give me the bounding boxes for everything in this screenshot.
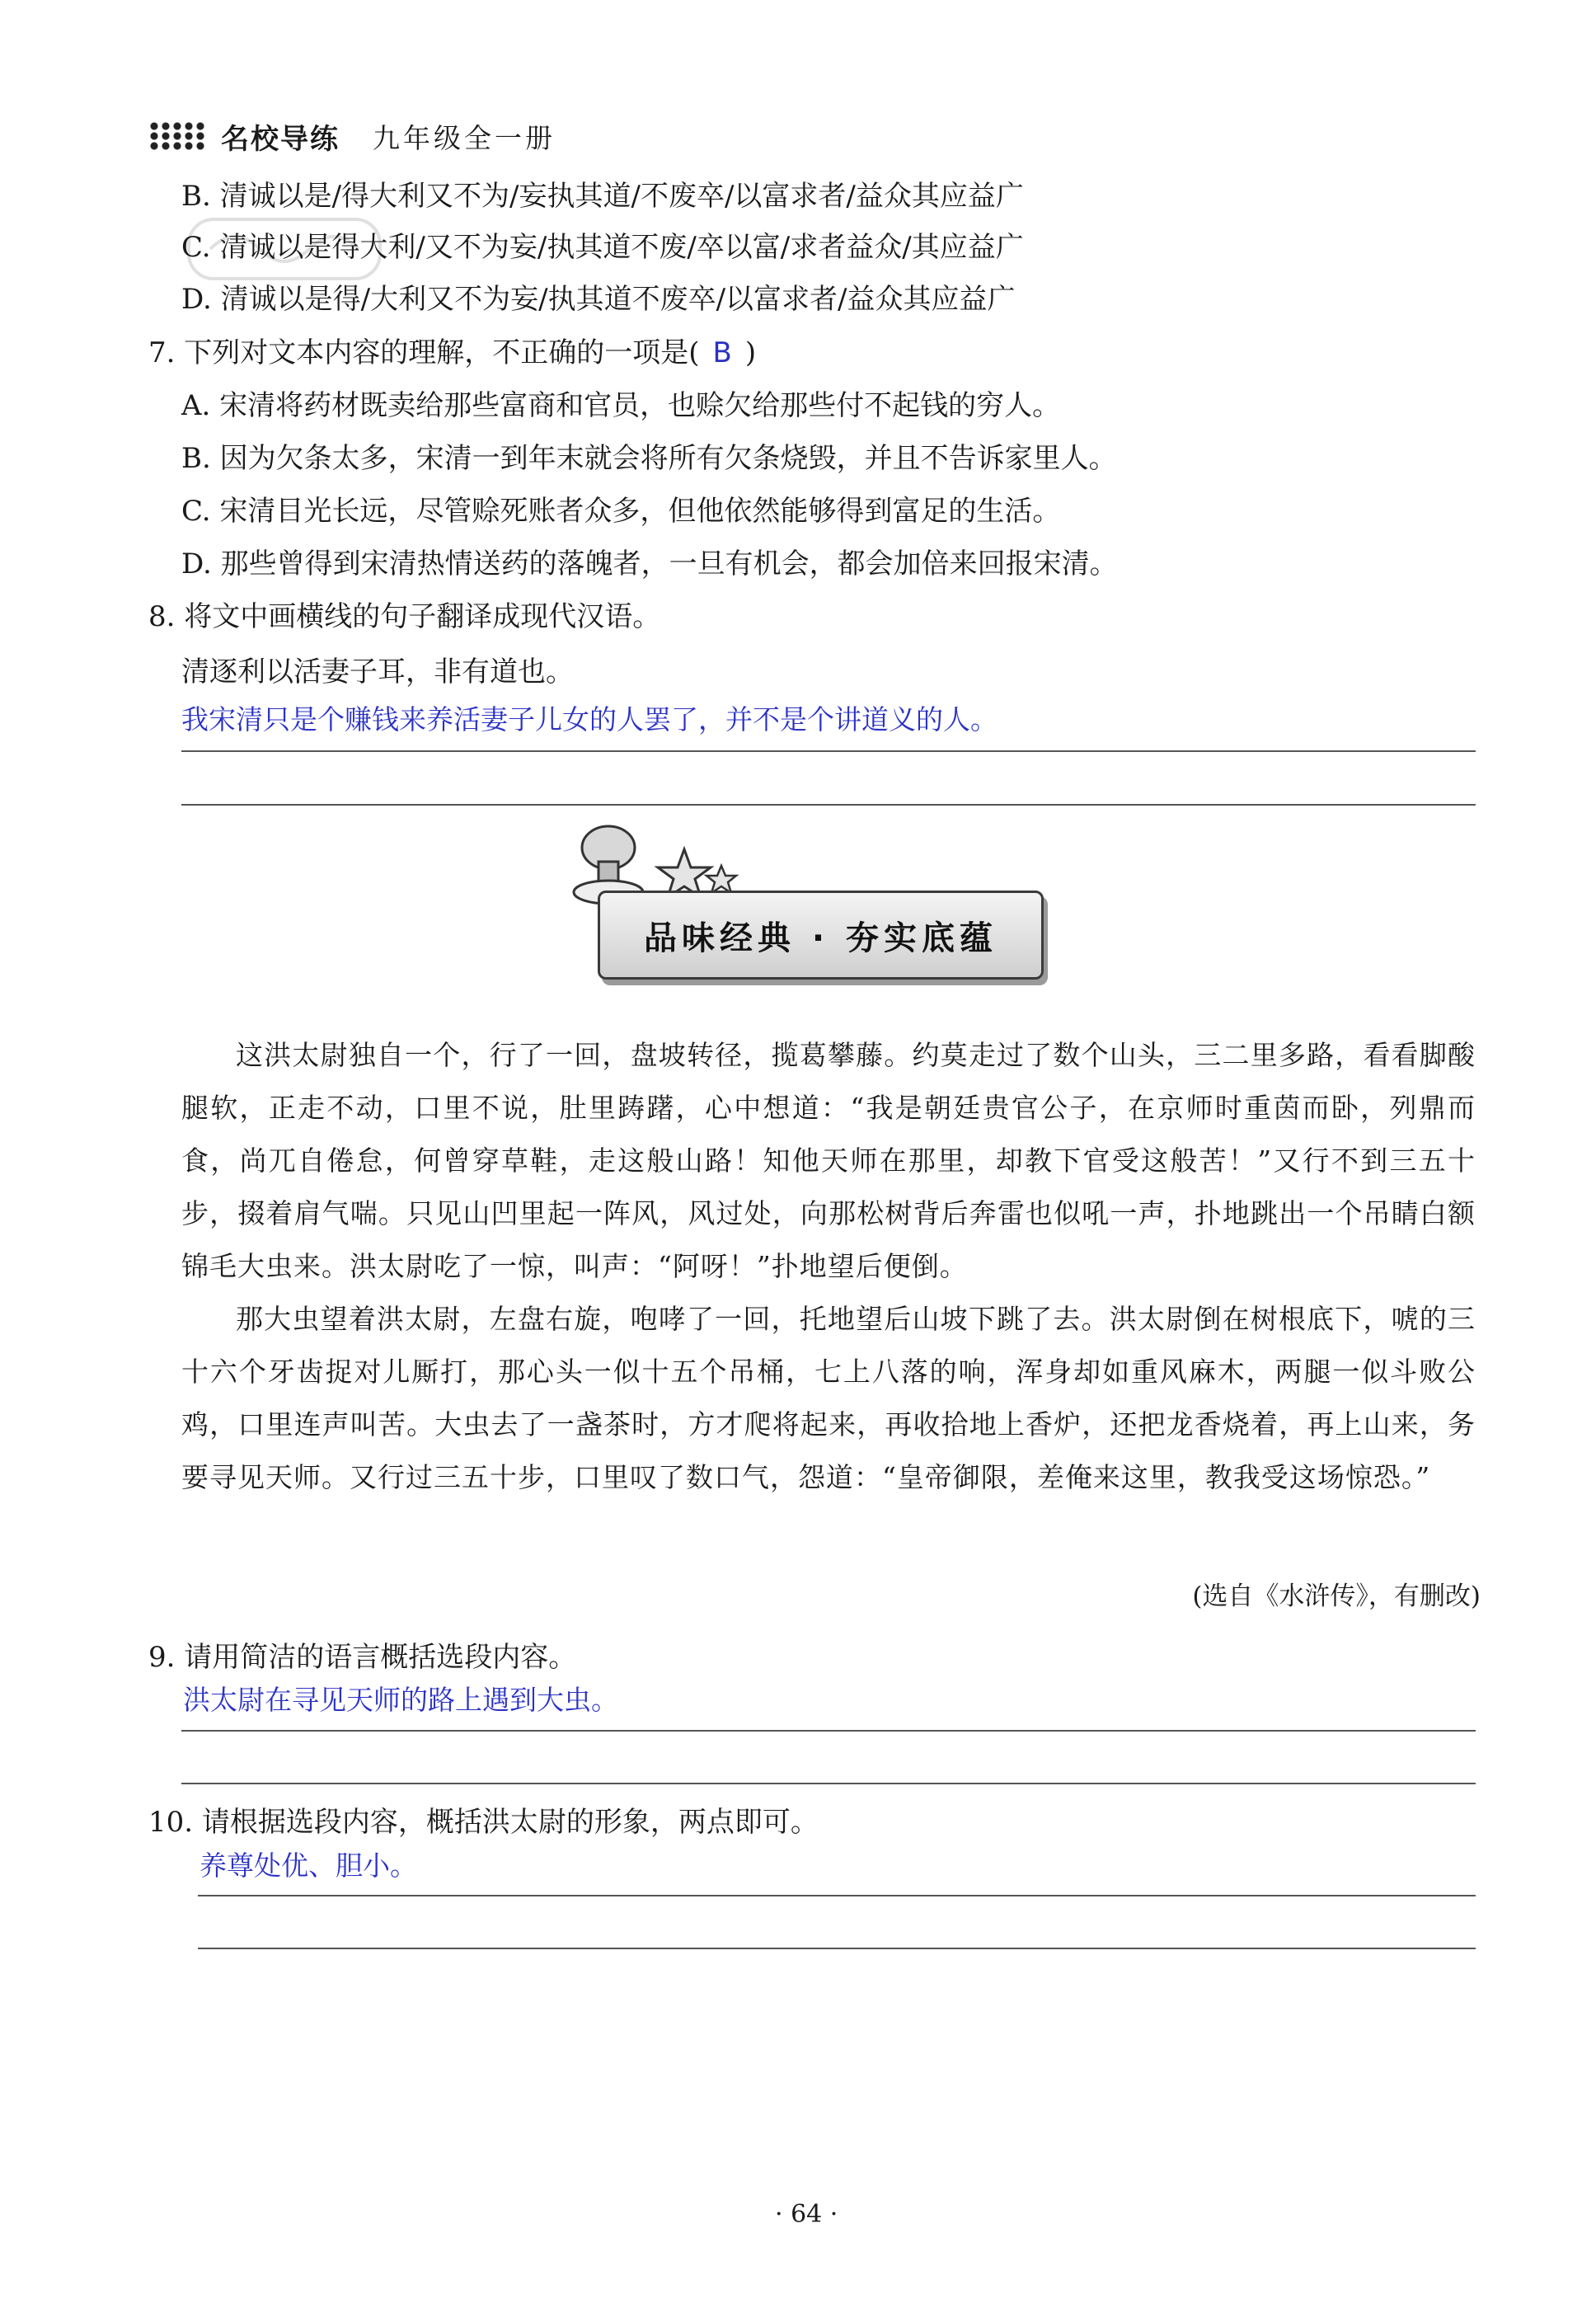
q9-stem: 9. 请用简洁的语言概括选段内容。 <box>148 1641 577 1674</box>
q7-option-c: C. 宋清目光长远，尽管赊死账者众多，但他依然能够得到富足的生活。 <box>181 495 1061 528</box>
section-banner <box>561 816 1043 994</box>
page-header <box>148 111 556 161</box>
dots-logo-icon <box>148 121 206 151</box>
q10-stem: 10. 请根据选段内容，概括洪太尉的形象，两点即可。 <box>148 1806 819 1839</box>
q8-stem: 8. 将文中画横线的句子翻译成现代汉语。 <box>148 600 661 633</box>
q8-handwritten-answer: 我宋清只是个赚钱来养活妻子儿女的人罢了，并不是个讲道义的人。 <box>181 703 998 736</box>
answer-line <box>181 1783 1476 1784</box>
passage-paragraph-2: 那大虫望着洪太尉，左盘右旋，咆哮了一回，托地望后山坡下跳了去。洪太尉倒在树根底下，唬的三十六个牙齿捉对儿厮打，那心头一似十五个吊桶，七上八落的响，浑身却如重风麻木，两腿一似斗败公鸡，口里连声叫苦。大虫去了一盏茶时，方才爬将起来，再收拾地上香炉，还把龙香烧着，再上山来，务要寻见天师。又行过三五十步，口里叹了数口气，怨道：“皇帝御限，差俺来这里，教我受这场惊恐。” <box>181 1303 1476 1493</box>
q10-handwritten-answer: 养尊处优、胆小。 <box>200 1849 417 1882</box>
brand-title: 名校导练 <box>221 122 340 156</box>
page-number: · 64 · <box>775 2200 838 2229</box>
answer-line <box>198 1895 1476 1896</box>
book-subtitle: 九年级全一册 <box>373 121 556 154</box>
q9-handwritten-answer: 洪太尉在寻见天师的路上遇到大虫。 <box>183 1684 618 1716</box>
passage-paragraph-1: 这洪太尉独自一个，行了一回，盘坡转径，揽葛攀藤。约莫走过了数个山头，三二里多路，看看脚酸腿软，正走不动，口里不说，肚里踌躇，心中想道：“我是朝廷贵官公子，在京师时重茵而卧，列鼎而食，尚兀自倦怠，何曾穿草鞋，走这般山路！知他天师在那里，却教下官受这般苦！”又行不到三五十步，掇着肩气喘。只见山凹里起一阵风，风过处，向那松树背后奔雷也似吼一声，扑地跳出一个吊睛白额锦毛大虫来。洪太尉吃了一惊，叫声：“阿呀！”扑地望后便倒。 <box>181 1039 1476 1282</box>
banner-ribbon <box>598 891 1044 980</box>
q7-option-d: D. 那些曾得到宋清热情送药的落魄者，一旦有机会，都会加倍来回报宋清。 <box>181 548 1118 580</box>
q8-quote: 清逐利以活妻子耳，非有道也。 <box>181 656 574 689</box>
q7-option-a: A. 宋清将药材既卖给那些富商和官员，也赊欠给那些付不起钱的穷人。 <box>181 389 1061 422</box>
answer-line <box>181 804 1476 806</box>
q7-stem-close: ) <box>744 336 757 369</box>
q6-option-b: B. 清诚以是/得大利又不为/妄执其道/不废卒/以富求者/益众其应益广 <box>181 180 1024 213</box>
answer-line <box>198 1948 1476 1949</box>
q7-option-b: B. 因为欠条太多，宋清一到年末就会将所有欠条烧毁，并且不告诉家里人。 <box>181 442 1117 475</box>
banner-title: 品味经典 · 夯实底蕴 <box>643 919 998 957</box>
passage-source: (选自《水浒传》，有删改) <box>1192 1581 1481 1611</box>
q7-stem <box>148 336 756 370</box>
answer-line <box>181 1730 1476 1732</box>
q6-option-c: C. 清诚以是得大利/又不为妄/执其道不废/卒以富/求者益众/其应益广 <box>181 231 1024 264</box>
answer-line <box>181 750 1476 752</box>
q6-option-d: D. 清诚以是得/大利又不为妄/执其道不废卒/以富求者/益众其应益广 <box>181 283 1016 316</box>
q7-stem-text: 7. 下列对文本内容的理解，不正确的一项是( <box>148 336 700 369</box>
q7-handwritten-answer: B <box>712 336 732 369</box>
